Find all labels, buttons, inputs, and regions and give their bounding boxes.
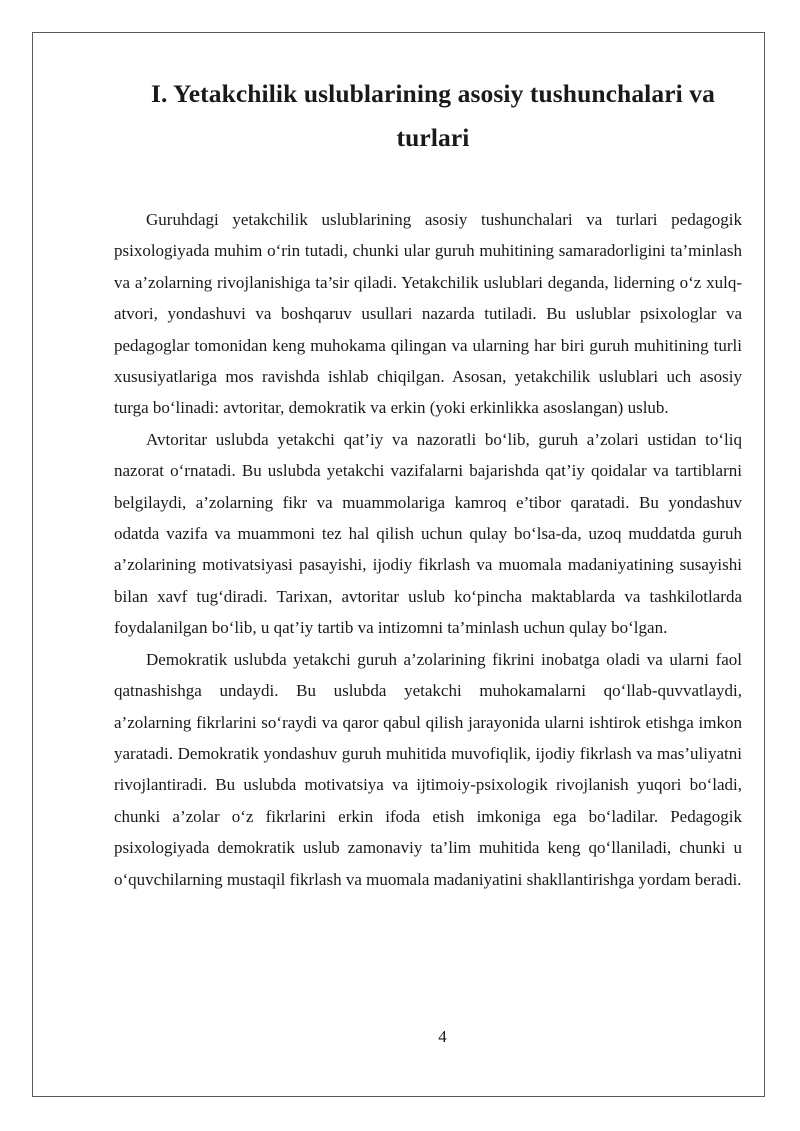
page-number: 4	[438, 1027, 447, 1046]
section-title: I. Yetakchilik uslublarining asosiy tushunchalari va turlari	[151, 79, 715, 152]
paragraph-3: Demokratik uslubda yetakchi guruh a’zolarining fikrini inobatga oladi va ularni faol qatnashishga undaydi. Bu uslubda yetakchi muhokamalarni qo‘llab-quvvatlaydi, a’zolarning fikrlarini so‘raydi va qaror qabul qilish jarayonida ularni ishtirok etishga imkon yaratadi. Demokratik yondashuv guruh muhitida muvofiqlik, ijodiy fikrlash va mas’uliyatni rivojlantiradi. Bu uslubda motivatsiya va ijtimoiy-psixologik rivojlanish yuqori bo‘ladi, chunki a’zolar o‘z fikrlarini erkin ifoda etish imkoniga ega bo‘ladilar. Pedagogik psixologiyada demokratik uslub zamonaviy ta’lim muhitida keng qo‘llaniladi, chunki u o‘quvchilarning mustaqil fikrlash va muomala madaniyatini shakllantirishga yordam beradi.	[114, 649, 742, 889]
paragraph-1: Guruhdagi yetakchilik uslublarining asosiy tushunchalari va turlari pedagogik psixologiyada muhim o‘rin tutadi, chunki ular guruh muhitining samaradorligini ta’minlash va a’zolarning rivojlanishiga ta’sir qiladi. Yetakchilik uslublari deganda, liderning o‘z xulq-atvori, yondashuvi va boshqaruv usullari nazarda tutiladi. Bu uslublar psixologlar va pedagoglar tomonidan keng muhokama qilingan va ularning har biri guruh muhitining turli xususiyatlariga mos ravishda ishlab chiqilgan. Asosan, yetakchilik uslublari uch asosiy turga bo‘linadi: avtoritar, demokratik va erkin (yoki erkinlikka asoslangan) uslub.	[114, 210, 742, 418]
paragraph-2: Avtoritar uslubda yetakchi qat’iy va nazoratli bo‘lib, guruh a’zolari ustidan to‘liq nazorat o‘rnatadi. Bu uslubda yetakchi vazifalarni bajarishda qat’iy qoidalar va tartiblarni belgilaydi, a’zolarning fikr va muammolariga kamroq e’tibor qaratadi. Bu yondashuv odatda vazifa va muammoni tez hal qilish uchun qulay bo‘lsa-da, uzoq muddatda guruh a’zolarining motivatsiyasi pasayishi, ijodiy fikrlash va muomala madaniyatining susayishi bilan xavf tug‘diradi. Tarixan, avtoritar uslub ko‘pincha maktablarda va tashkilotlarda foydalanilgan bo‘lib, u qat’iy tartib va intizomni ta’minlash uchun qulay bo‘lgan.	[114, 429, 742, 638]
page-content	[114, 72, 742, 895]
body-text	[114, 204, 742, 895]
